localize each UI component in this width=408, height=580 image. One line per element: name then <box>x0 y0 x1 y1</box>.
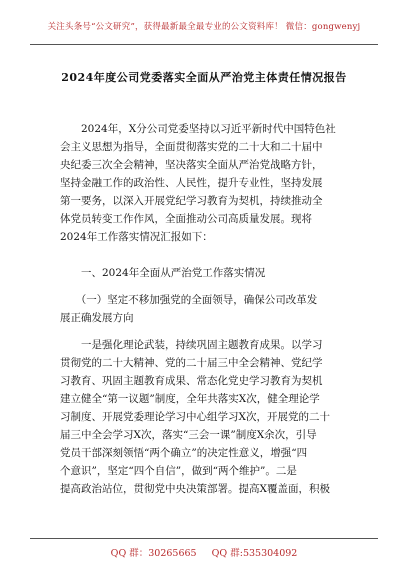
text-line: 个意识”，坚定“四个自信”，做到“两个维护”。二是 <box>60 465 297 477</box>
footer-qq-group-left: QQ 群：30265665 <box>110 548 197 559</box>
text-line: 提高政治站位，贯彻党中央决策部署。提高X覆盖面，积极 <box>60 483 330 495</box>
text-line: 第一要务，以深入开展党纪学习教育为契机，持续推动全 <box>60 195 323 207</box>
text-line: 会主义思想为指导，全面贯彻落实党的二十大和二十届中 <box>60 141 323 153</box>
document-title: 2024年度公司党委落实全面从严治党主体责任情况报告 <box>61 71 347 84</box>
footer-qq-group-right: QQ 群:535304092 <box>211 548 298 559</box>
text-line: 体党员转变工作作风，全面推动公司高质量发展。现将 <box>60 213 312 225</box>
section-heading-text: 一、2024年全面从严治党工作落实情况 <box>60 267 266 279</box>
section-heading <box>60 264 350 282</box>
text-line: 2024年工作落实情况汇报如下： <box>60 231 213 243</box>
intro-paragraph <box>60 120 350 246</box>
text-line: 习制度、开展党委理论学习中心组学习X次，开展党的二十 <box>60 411 330 423</box>
text-line: 央纪委三次全会精神，坚决落实全面从严治党战略方针， <box>60 159 323 171</box>
subsection-heading <box>60 291 350 327</box>
footer-divider <box>30 538 378 539</box>
header-divider <box>30 44 378 45</box>
text-line: 坚持金融工作的政治性、人民性，提升专业性，坚持发展 <box>60 177 323 189</box>
text-line: 党员干部深刻领悟“两个确立”的决定性意义，增强“四 <box>60 447 308 459</box>
text-line: 建立健全“第一议题”制度，全年共落实X次，健全理论学 <box>60 393 320 405</box>
text-line: 贯彻党的二十大精神、党的二十届三中全会精神、党纪学 <box>60 357 323 369</box>
text-line: 2024年，X分公司党委坚持以习近平新时代中国特色社 <box>60 123 336 135</box>
body-paragraph <box>60 336 350 498</box>
text-line: 届三中全会学习X次，落实“三会一课”制度X余次，引导 <box>60 429 317 441</box>
text-line: （一）坚定不移加强党的全面领导，确保公司改革发 <box>60 294 318 306</box>
header-banner: 关注头条号“公文研究”，获得最新最全最专业的公文资料库！ 微信：gongwenyj <box>47 22 361 32</box>
text-line: 习教育、巩固主题教育成果、常态化党史学习教育为契机 <box>60 375 323 387</box>
footer <box>0 545 408 559</box>
text-line: 一是强化理论武装，持续巩固主题教育成果。以学习 <box>60 339 323 351</box>
text-line: 展正确发展方向 <box>60 312 134 324</box>
